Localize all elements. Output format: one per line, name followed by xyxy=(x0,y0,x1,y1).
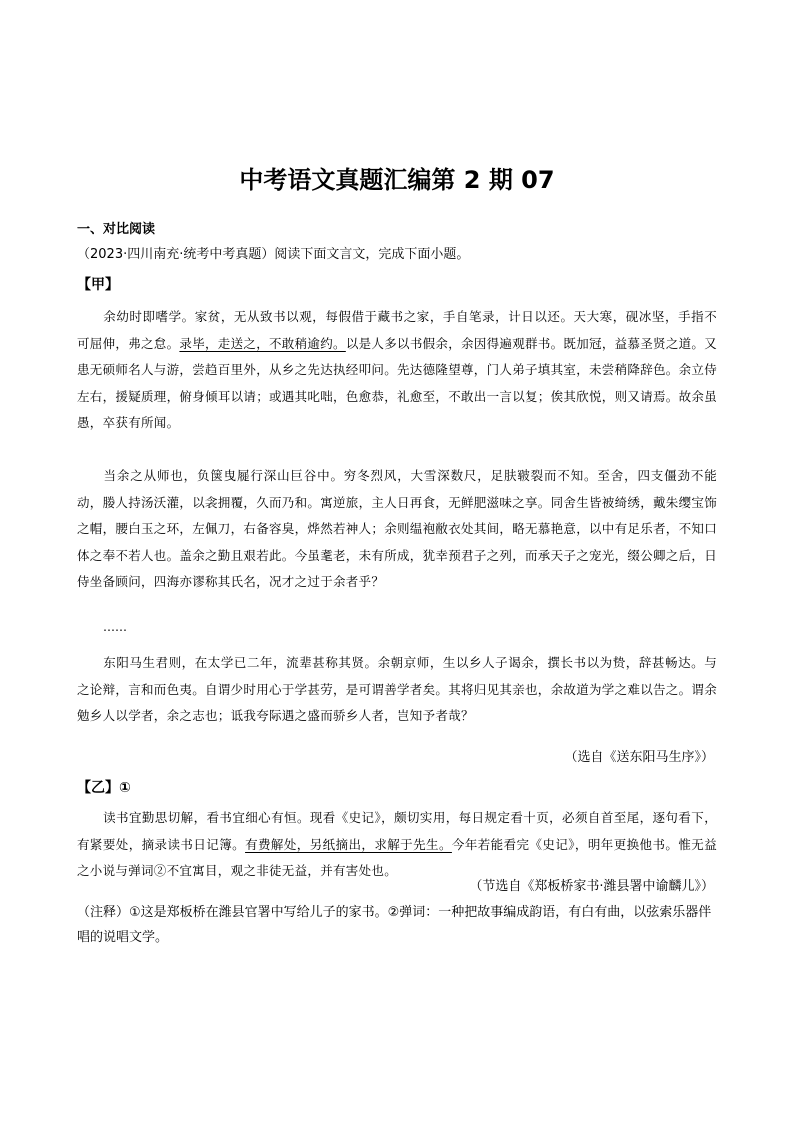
omission-mark: …… xyxy=(103,620,127,634)
passage-jia-paragraph-3 xyxy=(77,650,717,730)
passage-jia-p2-text: 当余之从师也，负箧曳屣行深山巨谷中。穷冬烈风，大雪深数尺，足肤皲裂而不知。至舍，四支僵劲不能动，媵人持汤沃灌，以衾拥覆，久而乃和。寓逆旅，主人日再食，无鲜肥滋味之享。同舍生皆被绮绣，戴朱缨宝饰之帽，腰白玉之环，左佩刀，右备容臭，烨然若神人；余则缊袍敝衣处其间，略无慕艳意，以中有足乐者，不知口体之奉不若人也。盖余之勤且艰若此。今虽耄老，未有所成，犹幸预君子之列，而承天子之宠光，缀公卿之后，日侍坐备顾问，四海亦谬称其氏名，况才之过于余者乎？ xyxy=(77,468,718,589)
passage-jia-paragraph-1 xyxy=(77,304,717,437)
page-title: 中考语文真题汇编第 2 期 07 xyxy=(239,166,555,194)
question-intro: （2023·四川南充·统考中考真题）阅读下面文言文，完成下面小题。 xyxy=(77,247,470,262)
passage-jia-p1-text-a: 余幼时即嗜学。家贫，无从致书以观，每假借于藏书之家，手自笔录，计日以还。天大寒，砚冰坚，手指不可屈伸，弗之怠。 xyxy=(77,309,717,351)
underlined-sentence-jia: 录毕，走送之，不敢稍逾约。 xyxy=(179,335,346,351)
passage-yi-label: 【乙】① xyxy=(77,780,131,796)
underlined-sentence-yi: 有费解处，另纸摘出，求解于先生。 xyxy=(245,836,452,852)
passage-jia-paragraph-2 xyxy=(77,463,717,596)
passage-jia-p3-text: 东阳马生君则，在太学已二年，流辈甚称其贤。余朝京师，生以乡人子谒余，撰长书以为贽，辞甚畅达。与之论辩，言和而色夷。自谓少时用心于学甚劳，是可谓善学者矣。其将归见其亲也，余故道为学之难以告之。谓余勉乡人以学者，余之志也；诋我夸际遇之盛而骄乡人者，岂知予者哉？ xyxy=(77,655,718,723)
annotation-note: （注释）①这是郑板桥在潍县官署中写给儿子的家书。②弹词：一种把故事编成韵语，有白有曲，以弦索乐器伴唱的说唱文学。 xyxy=(77,905,712,945)
passage-yi-text-a: 读书宜勤思切解，看书宜细心有恒。现看《史记》，颇切实用，每日规定看十页，必须自首至尾，逐句看下，有紧要处，摘录读书日记簿。 xyxy=(77,810,717,852)
passage-jia-label: 【甲】 xyxy=(77,277,119,293)
passage-yi-source: （节选自《郑板桥家书·潍县署中谕麟儿》） xyxy=(469,879,714,894)
passage-jia-source: （选自《送东阳马生序》） xyxy=(564,750,714,765)
section-heading: 一、对比阅读 xyxy=(77,222,156,237)
passage-jia-p1-text-b: 以是人多以书假余，余因得遍观群书。既加冠，益慕圣贤之道。又患无硕师名人与游，尝趋百里外，从乡之先达执经叩问。先达德隆望尊，门人弟子填其室，未尝稍降辞色。余立侍左右，援疑质理，俯身倾耳以请；或遇其叱咄，色愈恭，礼愈至，不敢出一言以复；俟其欣悦，则又请焉。故余虽愚，卒获有所闻。 xyxy=(77,335,718,430)
passage-yi-text-b: 今年若能看完《史记》，明年更换他书。惟无益之小说与弹词②不宜寓目，观之非徒无益，并有害处也。 xyxy=(77,836,717,878)
passage-yi-paragraph xyxy=(77,805,717,885)
